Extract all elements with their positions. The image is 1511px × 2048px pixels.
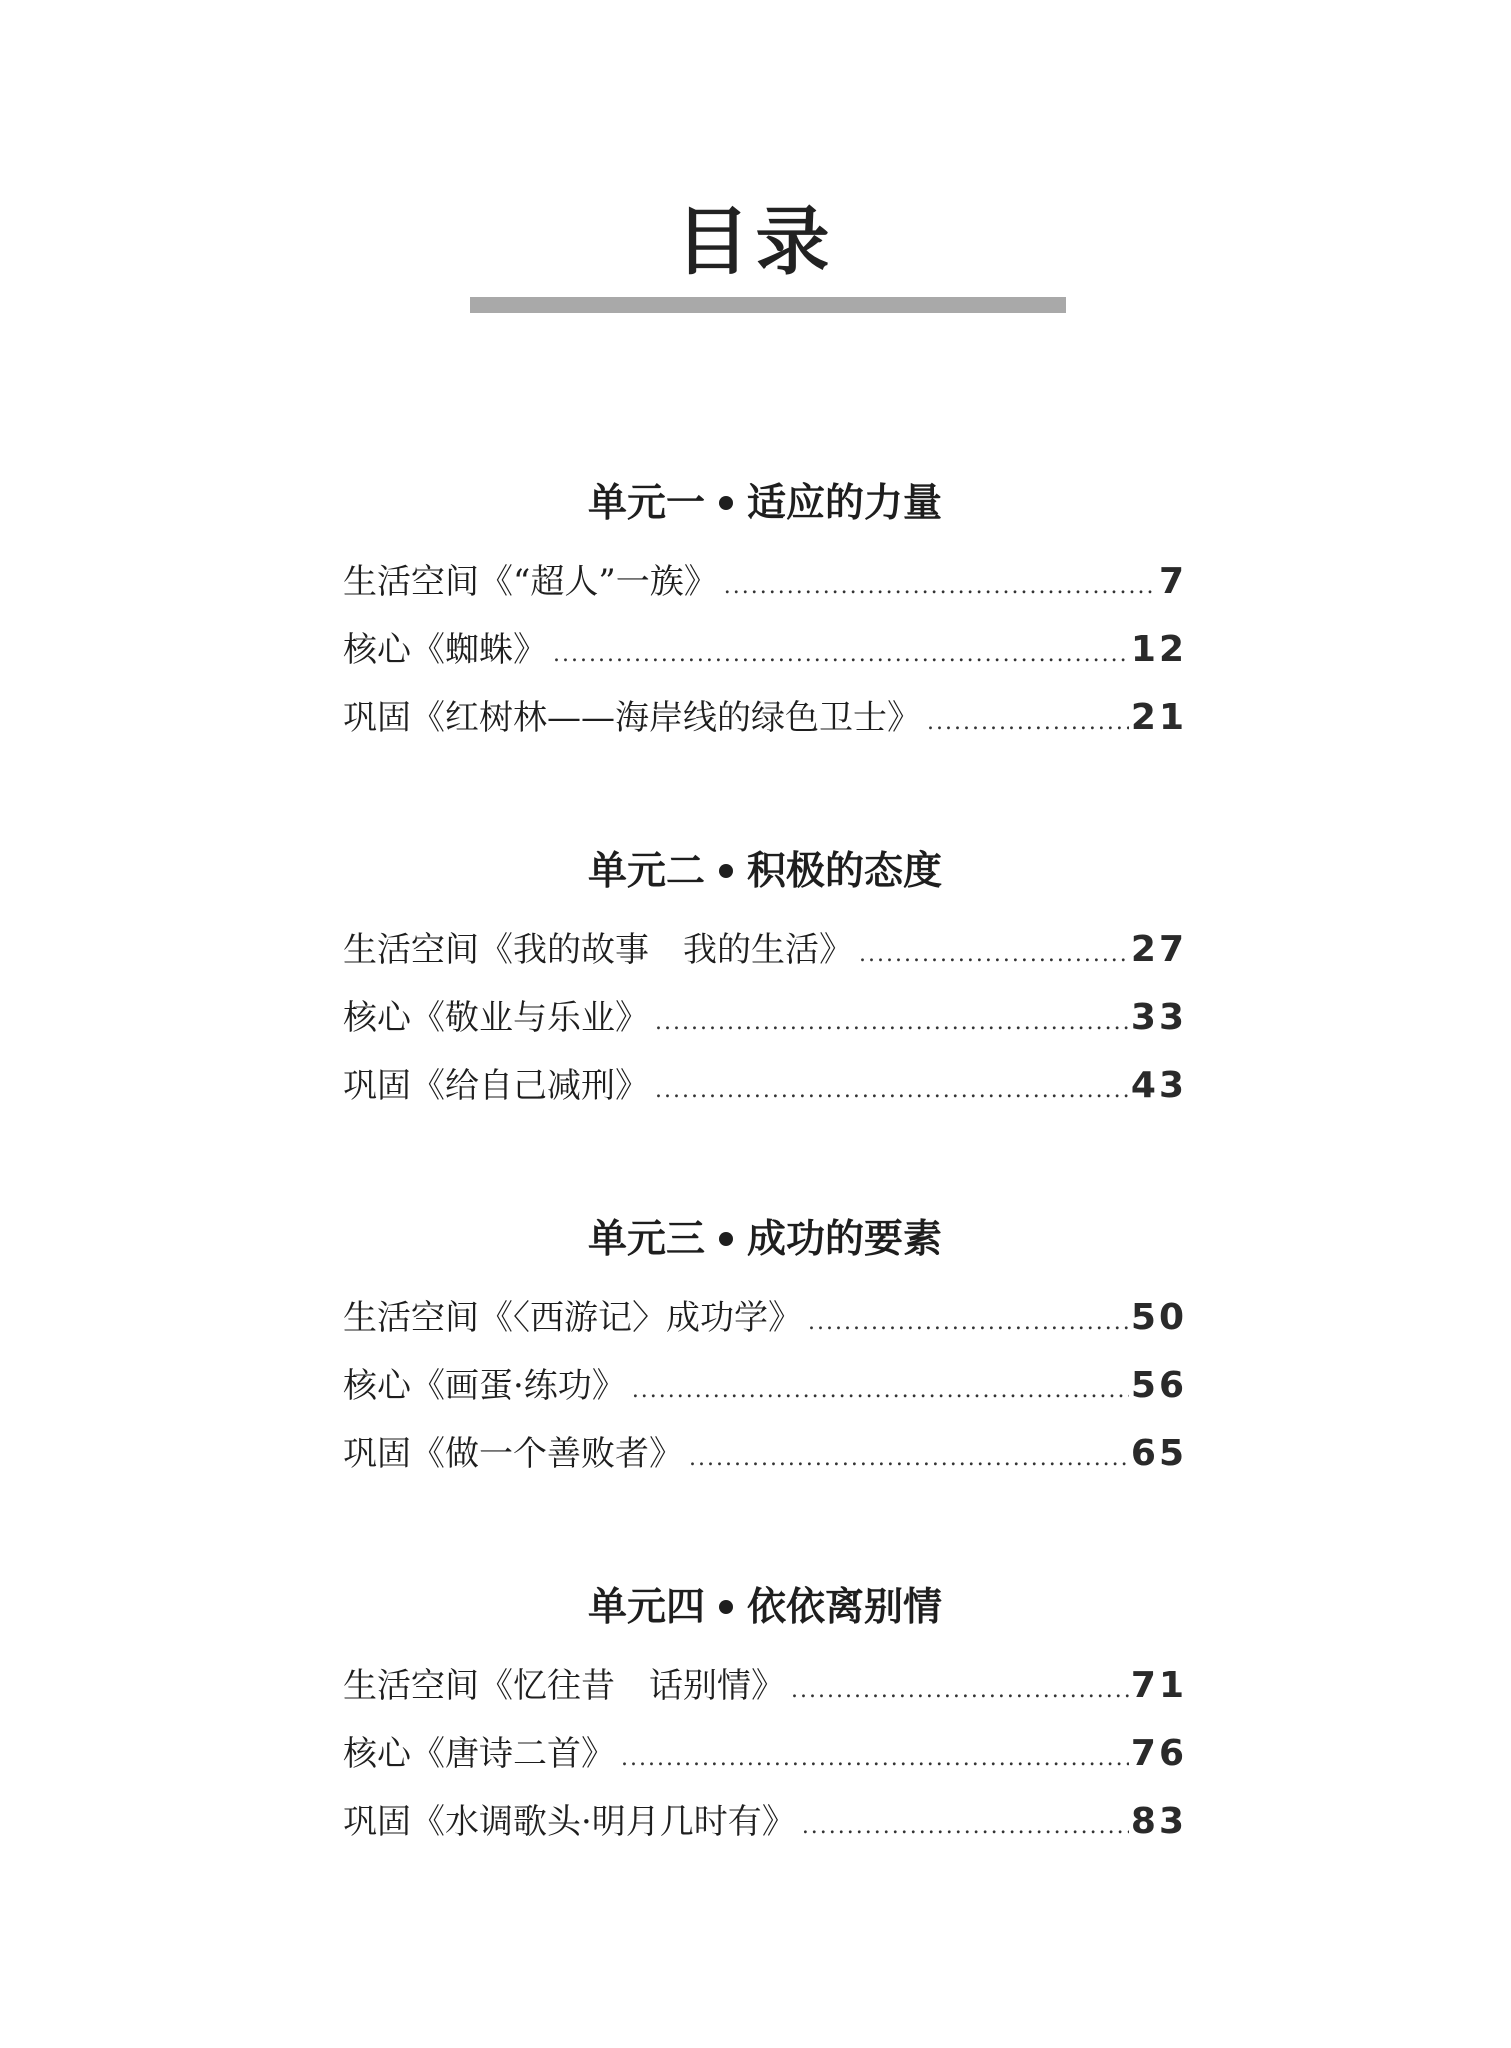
unit-theme: 适应的力量 [747,481,943,526]
dot-leader [632,1363,1129,1419]
toc-entry[interactable] [343,1658,1187,1714]
page-number: 12 [1130,629,1187,670]
page-number: 21 [1130,697,1187,738]
entry-title: 生活空间《〈西游记〉成功学》 [343,1298,802,1338]
unit-heading [343,1210,1187,1270]
unit-number: 单元一 [587,481,705,526]
dot-leader [553,627,1129,683]
entry-title: 生活空间《忆往昔 话别情》 [343,1666,785,1706]
entry-title: 生活空间《我的故事 我的生活》 [343,930,853,970]
dot-leader [621,1731,1129,1787]
entry-title: 巩固《水调歌头·明月几时有》 [343,1802,796,1842]
dot-leader [808,1295,1129,1351]
dot-leader [655,995,1129,1051]
page-number: 83 [1130,1801,1187,1842]
toc-entry[interactable] [343,990,1187,1046]
dot-leader [724,559,1157,615]
toc-entry[interactable] [343,690,1187,746]
unit-number: 单元四 [587,1585,705,1630]
dot-leader [802,1799,1129,1855]
unit-theme: 成功的要素 [747,1217,943,1262]
dot-leader [689,1431,1129,1487]
toc-entry[interactable] [343,1426,1187,1482]
toc-entry[interactable] [343,1726,1187,1782]
toc-entry[interactable] [343,554,1187,610]
unit-number: 单元三 [587,1217,705,1262]
toc-entry[interactable] [343,922,1187,978]
page-number: 50 [1130,1297,1187,1338]
page-number: 33 [1130,997,1187,1038]
entry-title: 巩固《给自己减刑》 [343,1066,649,1106]
toc-entry[interactable] [343,1358,1187,1414]
dot-leader [927,695,1129,751]
bullet-icon [719,496,733,510]
toc-entry[interactable] [343,1794,1187,1850]
page-number: 43 [1130,1065,1187,1106]
title-underline [470,297,1066,313]
bullet-icon [719,1600,733,1614]
entry-title: 巩固《红树林——海岸线的绿色卫士》 [343,698,921,738]
page-title: 目录 [675,199,836,285]
page-number: 27 [1130,929,1187,970]
entry-title: 巩固《做一个善败者》 [343,1434,683,1474]
dot-leader [655,1063,1129,1119]
entry-title: 生活空间《“超人”一族》 [343,562,718,602]
page-number: 71 [1130,1665,1187,1706]
entry-title: 核心《画蛋·练功》 [343,1366,626,1406]
entry-title: 核心《唐诗二首》 [343,1734,615,1774]
toc-entry[interactable] [343,1290,1187,1346]
bullet-icon [719,1232,733,1246]
toc-entry[interactable] [343,622,1187,678]
unit-number: 单元二 [587,849,705,894]
unit-heading [343,474,1187,534]
unit-heading [343,842,1187,902]
dot-leader [859,927,1129,983]
page-number: 65 [1130,1433,1187,1474]
toc-entry[interactable] [343,1058,1187,1114]
entry-title: 核心《敬业与乐业》 [343,998,649,1038]
entry-title: 核心《蜘蛛》 [343,630,547,670]
bullet-icon [719,864,733,878]
unit-heading [343,1578,1187,1638]
page-number: 76 [1130,1733,1187,1774]
unit-theme: 依依离别情 [747,1585,943,1630]
dot-leader [791,1663,1129,1719]
unit-theme: 积极的态度 [747,849,943,894]
page-number: 7 [1158,561,1187,602]
page-number: 56 [1130,1365,1187,1406]
